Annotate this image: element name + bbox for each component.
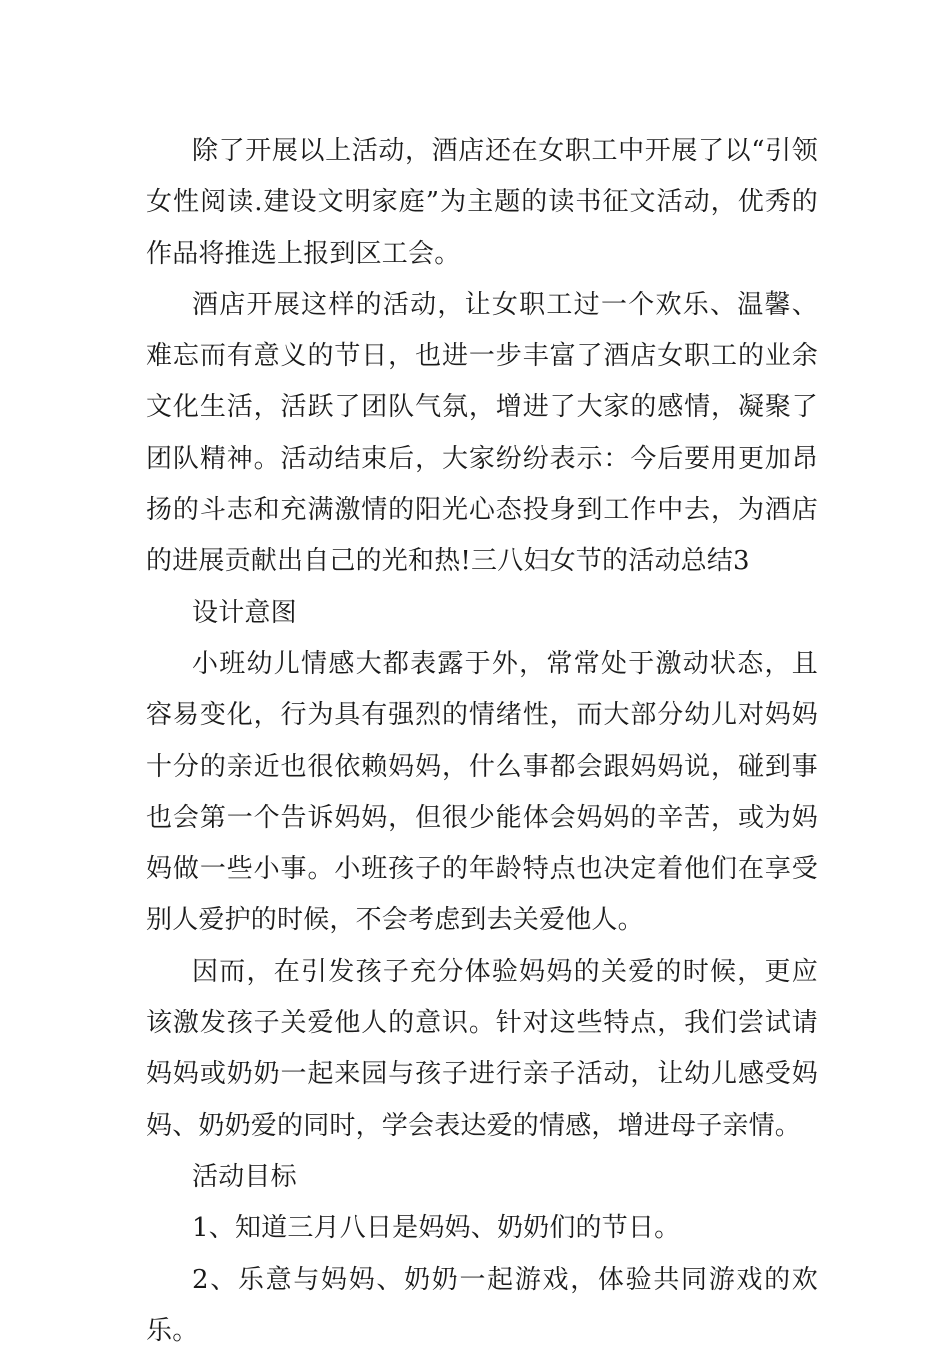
goal-item-1: 1、知道三月八日是妈妈、奶奶们的节日。: [192, 1213, 681, 1244]
heading-design-intent: 设计意图: [192, 597, 297, 628]
document-body: [146, 126, 818, 1357]
goal-item-2: 2、乐意与妈妈、奶奶一起游戏，体验共同游戏的欢乐。: [146, 1264, 818, 1346]
paragraph-activity-reading: 除了开展以上活动，酒店还在女职工中开展了以“引领女性阅读.建设文明家庭”为主题的读书征文活动，优秀的作品将推选上报到区工会。: [146, 136, 818, 269]
heading-activity-goals: 活动目标: [192, 1161, 297, 1192]
paragraph-activity-summary: 酒店开展这样的活动，让女职工过一个欢乐、温馨、难忘而有意义的节日，也进一步丰富了酒店女职工的业余文化生活，活跃了团队气氛，增进了大家的感情，凝聚了团队精神。活动结束后，大家纷纷表示：今后要用更加昂扬的斗志和充满激情的阳光心态投身到工作中去，为酒店的进展贡献出自己的光和热!三八妇女节的活动总结3: [146, 289, 818, 577]
paragraph-design-intent-2: 因而，在引发孩子充分体验妈妈的关爱的时候，更应该激发孩子关爱他人的意识。针对这些特点，我们尝试请妈妈或奶奶一起来园与孩子进行亲子活动，让幼儿感受妈妈、奶奶爱的同时，学会表达爱的情感，增进母子亲情。: [146, 956, 818, 1141]
paragraph-design-intent-1: 小班幼儿情感大都表露于外，常常处于激动状态，且容易变化，行为具有强烈的情绪性，而大部分幼儿对妈妈十分的亲近也很依赖妈妈，什么事都会跟妈妈说，碰到事也会第一个告诉妈妈，但很少能体会妈妈的辛苦，或为妈妈做一些小事。小班孩子的年龄特点也决定着他们在享受别人爱护的时候，不会考虑到去关爱他人。: [146, 648, 818, 936]
